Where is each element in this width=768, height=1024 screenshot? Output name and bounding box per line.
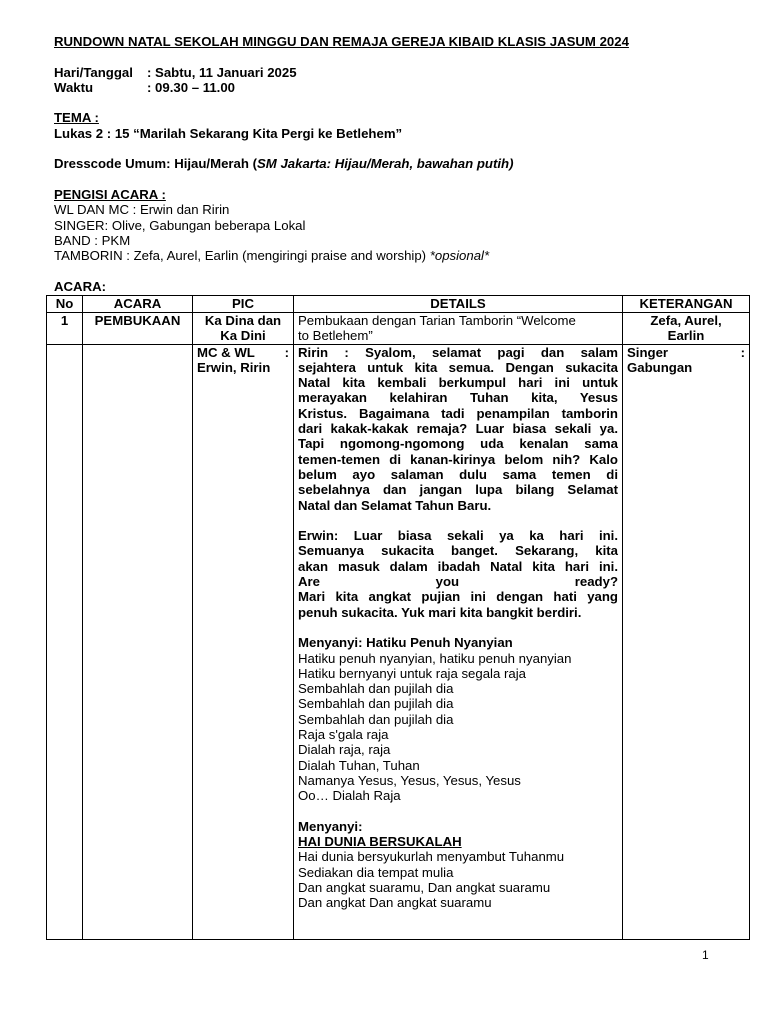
row2-keterangan bbox=[623, 344, 750, 939]
document-title: RUNDOWN NATAL SEKOLAH MINGGU DAN REMAJA GEREJA KIBAID KLASIS JASUM 2024 bbox=[54, 34, 629, 49]
tamborin-line bbox=[54, 248, 754, 263]
pengisi-item: WL DAN MC : Erwin dan Ririn bbox=[54, 202, 230, 218]
row1-keterangan bbox=[623, 313, 750, 345]
song2-lyric: Dan angkat suaramu, Dan angkat suaramu bbox=[298, 879, 551, 895]
erwin-line: akan masuk dalam ibadah Natal kita hari ini. bbox=[298, 558, 618, 574]
row1-no: 1 bbox=[47, 313, 83, 345]
row2-details bbox=[294, 344, 623, 939]
song1-lyric: Dialah raja, raja bbox=[298, 742, 391, 758]
song2-lyric: Dan angkat Dan angkat suaramu bbox=[298, 895, 492, 911]
song2-lyric: Sediakan dia tempat mulia bbox=[298, 864, 454, 880]
row2-pic-names: Erwin, Ririn bbox=[197, 359, 271, 375]
header-no: No bbox=[47, 296, 83, 313]
time-label: Waktu bbox=[54, 79, 94, 95]
ririn-line: belum ayo salaman dulu sama temen di bbox=[298, 466, 618, 482]
header-details: DETAILS bbox=[294, 296, 623, 313]
song2-lyric: Hai dunia bersyukurlah menyambut Tuhanmu bbox=[298, 849, 565, 865]
pengisi-item: SINGER: Olive, Gabungan beberapa Lokal bbox=[54, 217, 306, 233]
row2-acara bbox=[83, 344, 193, 939]
row2-ket-role bbox=[627, 345, 745, 360]
row1-pic-line: Ka Dina dan bbox=[204, 313, 282, 328]
row1-details-line: to Betlehem” bbox=[298, 328, 373, 344]
row2-no bbox=[47, 344, 83, 939]
song1-lyric: Sembahlah dan pujilah dia bbox=[298, 711, 454, 727]
song1-lyric: Hatiku penuh nyanyian, hatiku penuh nyanyian bbox=[298, 650, 572, 666]
rundown-table bbox=[46, 295, 750, 940]
ririn-line: Ririn : Syalom, selamat pagi dan salam bbox=[298, 344, 618, 360]
row1-details bbox=[294, 313, 623, 345]
ririn-line: sebelahnya dan jangan lupa bilang Selamat bbox=[298, 482, 618, 498]
date-value: : Sabtu, 11 Januari 2025 bbox=[147, 64, 297, 80]
page-number: 1 bbox=[702, 948, 709, 962]
pengisi-item: BAND : PKM bbox=[54, 232, 131, 248]
ririn-line: merayakan kelahiran Tuhan kita, Yesus bbox=[298, 390, 618, 406]
row1-pic-line: Ka Dini bbox=[220, 328, 266, 344]
ririn-line: dari kakak-kakak remaja? Luar biasa sekali ya. bbox=[298, 421, 618, 437]
song1-lyric: Sembahlah dan pujilah dia bbox=[298, 696, 454, 712]
time-line bbox=[54, 80, 754, 95]
song2-label: Menyanyi: bbox=[298, 818, 363, 834]
row2-ket-role-text: Singer bbox=[627, 344, 669, 360]
row2-pic-colon: : bbox=[284, 344, 289, 360]
song1-lyric: Hatiku bernyanyi untuk raja segala raja bbox=[298, 665, 526, 681]
ririn-line: sejahtera untuk kita semua. Dengan sukacita bbox=[298, 359, 618, 375]
acara-label: ACARA: bbox=[54, 278, 107, 294]
theme-label: TEMA : bbox=[54, 110, 99, 126]
ririn-line: Natal dan Selamat Tahun Baru. bbox=[298, 497, 492, 513]
dresscode-italic: SM Jakarta: Hijau/Merah, bawahan putih) bbox=[257, 156, 514, 172]
pengisi-label: PENGISI ACARA : bbox=[54, 186, 166, 202]
erwin-line: penuh sukacita. Yuk mari kita bangkit berdiri. bbox=[298, 604, 582, 620]
row1-acara: PEMBUKAAN bbox=[83, 313, 193, 345]
date-label: Hari/Tanggal bbox=[54, 64, 133, 80]
row2-pic bbox=[193, 344, 294, 939]
song1-lyric: Oo… Dialah Raja bbox=[298, 788, 401, 804]
row1-ket-line: Earlin bbox=[667, 328, 705, 344]
erwin-line: Are you ready? bbox=[298, 574, 618, 590]
row1-details-line: Pembukaan dengan Tarian Tamborin “Welcome bbox=[298, 313, 576, 328]
tamborin-text: TAMBORIN : Zefa, Aurel, Earlin (mengiringi praise and worship) bbox=[54, 248, 430, 264]
row2-ket-value: Gabungan bbox=[627, 359, 693, 375]
ririn-line: temen-temen di kanan-kirinya belom nih? Kalo bbox=[298, 451, 618, 467]
row2-ket-colon: : bbox=[740, 344, 745, 360]
song1-lyric: Namanya Yesus, Yesus, Yesus, Yesus bbox=[298, 772, 521, 788]
song2-title: HAI DUNIA BERSUKALAH bbox=[298, 834, 462, 850]
table-row bbox=[47, 344, 750, 939]
tamborin-optional: *opsional* bbox=[429, 248, 490, 264]
erwin-line: Semuanya sukacita banget. Sekarang, kita bbox=[298, 543, 618, 559]
document-header bbox=[54, 34, 754, 294]
dresscode-label: Dresscode Umum: Hijau/Merah ( bbox=[54, 156, 257, 172]
ririn-line: Tapi ngomong-ngomong uda kenalan sama bbox=[298, 436, 618, 452]
ririn-line: Natal kita kembali berkumpul hari ini untuk bbox=[298, 375, 618, 391]
time-value: : 09.30 – 11.00 bbox=[147, 79, 235, 95]
dresscode-line bbox=[54, 156, 754, 171]
table-row bbox=[47, 313, 750, 345]
song1-lyric: Dialah Tuhan, Tuhan bbox=[298, 757, 420, 773]
row1-pic bbox=[193, 313, 294, 345]
row2-pic-role bbox=[197, 345, 289, 360]
ririn-line: Kristus. Bagaimana tadi penampilan tamborin bbox=[298, 405, 618, 421]
row1-ket-line: Zefa, Aurel, bbox=[650, 313, 722, 328]
header-keterangan: KETERANGAN bbox=[623, 296, 750, 313]
row2-pic-role-text: MC & WL bbox=[197, 344, 255, 360]
header-acara: ACARA bbox=[83, 296, 193, 313]
header-pic: PIC bbox=[193, 296, 294, 313]
erwin-line: Erwin: Luar biasa sekali ya ka hari ini. bbox=[298, 528, 618, 544]
song1-title: Menyanyi: Hatiku Penuh Nyanyian bbox=[298, 635, 513, 651]
theme-value: Lukas 2 : 15 “Marilah Sekarang Kita Pergi ke Betlehem” bbox=[54, 125, 403, 141]
song1-lyric: Raja s'gala raja bbox=[298, 727, 389, 743]
date-line bbox=[54, 65, 754, 80]
table-header-row bbox=[47, 296, 750, 313]
song1-lyric: Sembahlah dan pujilah dia bbox=[298, 681, 454, 697]
erwin-line: Mari kita angkat pujian ini dengan hati yang bbox=[298, 589, 618, 605]
